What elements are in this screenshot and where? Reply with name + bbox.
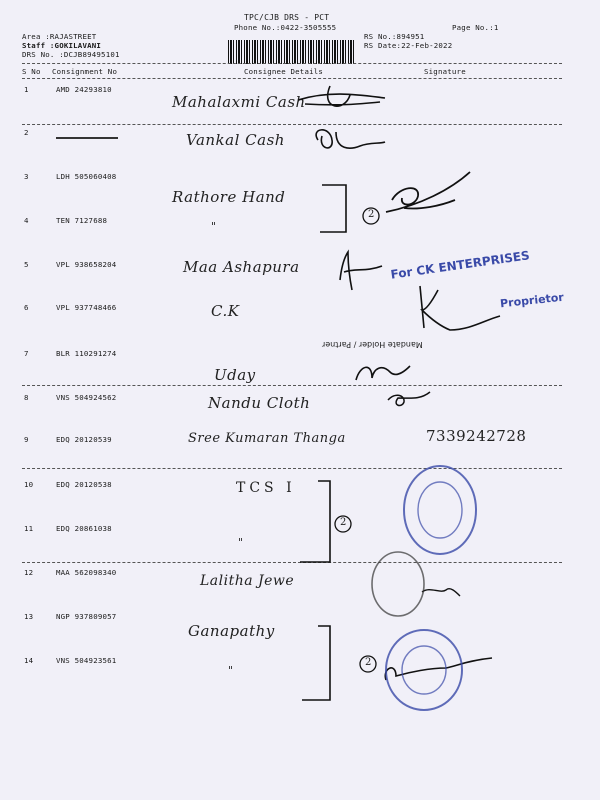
- row-14-sno: 14: [24, 656, 34, 665]
- signature-row-1: [298, 86, 385, 106]
- row-14-consignment: VNS 504923561: [56, 656, 117, 665]
- row-8-consignee: Nandu Cloth: [208, 394, 311, 412]
- sheet-title: TPC/CJB DRS - PCT: [244, 13, 330, 22]
- row-7-consignment: BLR 110291274: [56, 349, 117, 358]
- col-signature: Signature: [424, 67, 466, 76]
- signature-rows-3-4: [386, 172, 470, 212]
- staff-label: Staff :GOKILAVANI: [22, 41, 102, 50]
- row-3-sno: 3: [24, 172, 29, 181]
- row-11-consignment: EDQ 20861038: [56, 524, 112, 533]
- row-5-consignment: VPL 938658204: [56, 260, 117, 269]
- bracket-rows-10-11: [300, 481, 330, 562]
- row-1-sno: 1: [24, 85, 29, 94]
- signature-row-5: [340, 252, 382, 290]
- row-5-consignee: Maa Ashapura: [183, 258, 300, 276]
- ck-stamp-line2: Proprietor: [499, 290, 565, 311]
- signature-row-7: [356, 366, 410, 380]
- row-2-sno: 2: [24, 128, 29, 137]
- row-3-consignment: LDH 505060408: [56, 172, 117, 181]
- row-12-consignee: Lalitha Jewe: [200, 573, 295, 589]
- bracket-rows-3-4: [320, 185, 346, 232]
- row-11-sno: 11: [24, 524, 34, 533]
- row-3-consignee: Rathore Hand: [172, 188, 286, 206]
- row-10-sno: 10: [24, 480, 34, 489]
- bracket-rows-13-14: [302, 626, 330, 700]
- row-9-phone: 7339242728: [426, 427, 527, 445]
- row-4-consignee: ": [211, 220, 217, 233]
- row-10-consignment: EDQ 20120538: [56, 480, 112, 489]
- signature-row-6: [420, 286, 500, 330]
- col-consignment: Consignment No: [52, 67, 118, 76]
- signature-row-12: [422, 589, 460, 596]
- row-12-sno: 12: [24, 568, 34, 577]
- count-b: 2: [340, 517, 347, 528]
- count-a: 2: [368, 209, 375, 220]
- mandate-stamp: Mandate Holder / Partner: [322, 340, 423, 349]
- area-label: Area :RAJASTREET: [22, 32, 97, 41]
- round-stamp-row-10-inner: [418, 482, 462, 538]
- row-9-consignment: EDQ 20120539: [56, 435, 112, 444]
- row-7-consignee: Uday: [214, 366, 256, 384]
- row-13-consignment: NGP 937809057: [56, 612, 117, 621]
- row-9-consignee: Sree Kumaran Thanga: [188, 431, 346, 446]
- row-4-consignment: TEN 7127688: [56, 216, 108, 225]
- drs-number: DRS No. :DCJB89495101: [22, 50, 120, 59]
- rs-date: RS Date:22-Feb-2022: [364, 41, 453, 50]
- row-1-consignment: AMD 24293810: [56, 85, 112, 94]
- col-sno: S No: [22, 67, 41, 76]
- row-2-consignee: Vankal Cash: [186, 131, 285, 149]
- phone-number: Phone No.:0422-3505555: [234, 23, 337, 32]
- row-11-consignee: ": [238, 536, 244, 549]
- row-6-sno: 6: [24, 303, 29, 312]
- page-number: Page No.:1: [452, 23, 499, 32]
- count-c: 2: [365, 657, 372, 668]
- signature-row-14: [385, 658, 492, 680]
- signature-row-2: [316, 130, 385, 148]
- row-9-sno: 9: [24, 435, 29, 444]
- row-4-sno: 4: [24, 216, 29, 225]
- rs-number: RS No.:894951: [364, 32, 425, 41]
- row-6-consignee: C.K: [211, 302, 240, 320]
- row-12-consignment: MAA 562098340: [56, 568, 117, 577]
- round-stamp-row-10: [404, 466, 476, 554]
- row-6-consignment: VPL 937748466: [56, 303, 117, 312]
- row-1-consignee: Mahalaxmi Cash: [172, 93, 306, 111]
- row-7-sno: 7: [24, 349, 29, 358]
- row-13-consignee: Ganapathy: [188, 622, 275, 640]
- ck-stamp-line1: For CK ENTERPRISES: [389, 248, 531, 282]
- round-stamp-row-12: [372, 552, 424, 616]
- row-14-consignee: ": [228, 664, 234, 677]
- row-8-consignment: VNS 504924562: [56, 393, 117, 402]
- row-10-consignee: TCS I: [236, 480, 296, 496]
- col-consignee: Consignee Details: [244, 67, 324, 76]
- row-13-sno: 13: [24, 612, 34, 621]
- signature-row-8: [388, 392, 430, 405]
- row-5-sno: 5: [24, 260, 29, 269]
- row-8-sno: 8: [24, 393, 29, 402]
